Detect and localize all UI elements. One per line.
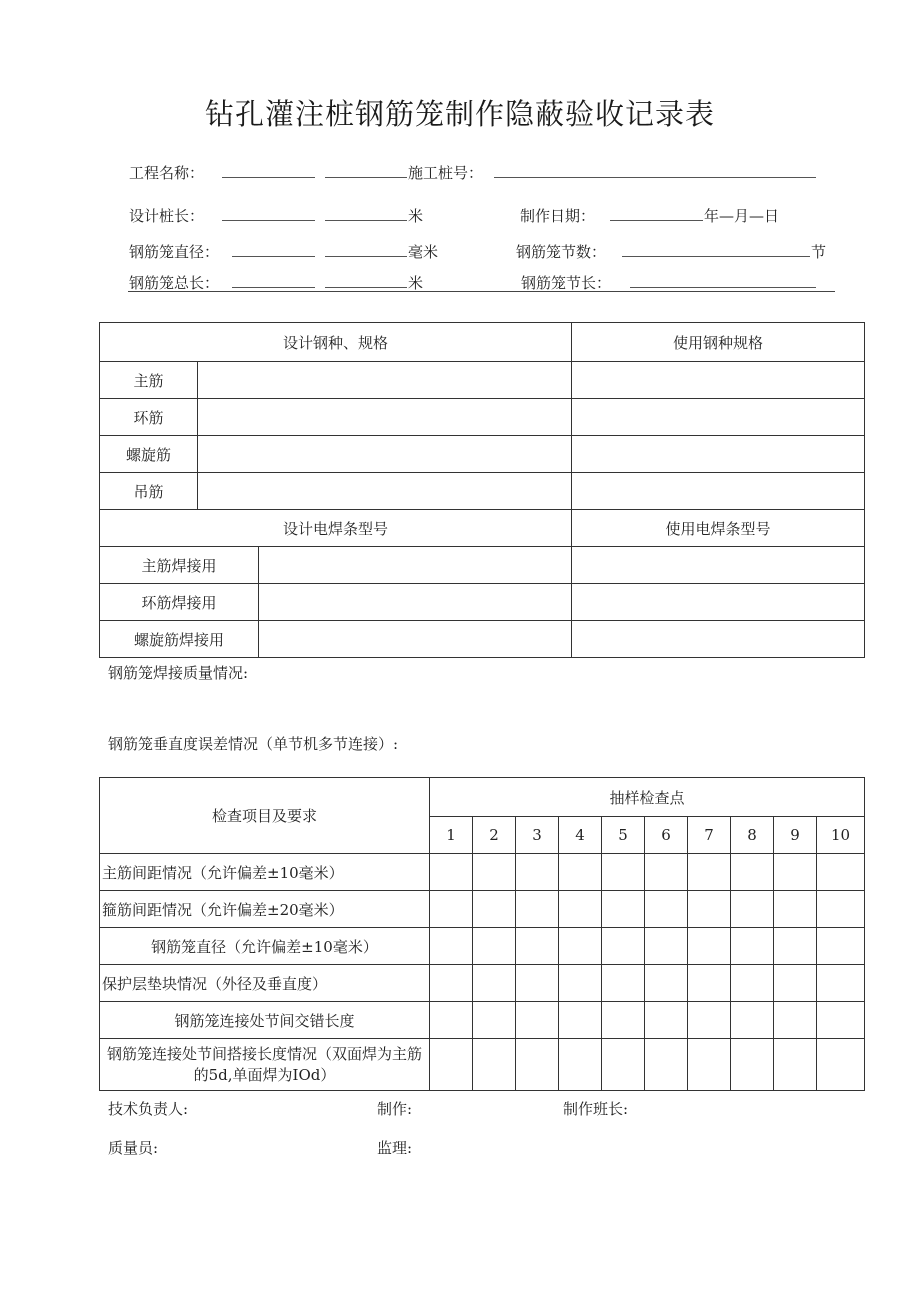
check-item-label: 主筋间距情况（允许偏差±10毫米） [100,854,430,891]
check-cell[interactable] [430,854,473,891]
tech-lead-label: 技术负责人: [108,1100,189,1118]
check-cell[interactable] [559,965,602,1002]
cage-total-length-blank-1[interactable] [232,287,315,288]
check-row [100,965,865,1002]
check-cell[interactable] [731,928,774,965]
sample-point-number: 3 [516,817,559,854]
spec-row [100,399,865,436]
check-cell[interactable] [430,891,473,928]
cage-diameter-unit: 毫米 [408,243,439,261]
check-cell[interactable] [559,891,602,928]
check-row [100,1002,865,1039]
check-cell[interactable] [602,965,645,1002]
verticality-label: 钢筋笼垂直度误差情况（单节机多节连接）: [108,735,399,753]
weld-row-label: 主筋焊接用 [100,547,259,584]
sample-point-number: 9 [774,817,817,854]
design-spec-cell[interactable] [198,436,572,473]
check-cell[interactable] [731,891,774,928]
check-item-label: 钢筋笼连接处节间交错长度 [100,1002,430,1039]
check-cell[interactable] [516,891,559,928]
check-cell[interactable] [430,928,473,965]
check-cell[interactable] [688,854,731,891]
cage-total-length-label: 钢筋笼总长： [129,274,220,292]
section-count-blank[interactable] [622,256,810,257]
spec-row-label: 吊筋 [100,473,198,510]
spec-row [100,362,865,399]
check-cell[interactable] [817,928,865,965]
form-title: 钻孔灌注桩钢筋笼制作隐蔽验收记录表 [204,97,715,131]
design-weld-cell[interactable] [259,621,572,658]
check-cell[interactable] [516,854,559,891]
make-date-label: 制作日期： [520,207,596,225]
used-weld-header: 使用电焊条型号 [572,510,865,547]
check-row [100,891,865,928]
used-spec-cell[interactable] [572,436,865,473]
make-date-suffix: 年—月—日 [704,207,780,225]
check-cell[interactable] [731,1002,774,1039]
check-cell[interactable] [731,854,774,891]
check-item-label: 箍筋间距情况（允许偏差±20毫米） [100,891,430,928]
design-spec-cell[interactable] [198,399,572,436]
design-spec-cell[interactable] [198,473,572,510]
design-length-unit: 米 [408,207,424,225]
check-item-header: 检查项目及要求 [100,778,430,854]
check-table [99,777,865,1091]
cage-diameter-label: 钢筋笼直径： [129,243,220,261]
check-cell[interactable] [774,965,817,1002]
check-item-label: 保护层垫块情况（外径及垂直度） [100,965,430,1002]
sample-point-number: 5 [602,817,645,854]
header-rule [128,291,835,292]
check-cell[interactable] [516,928,559,965]
check-row [100,1039,865,1091]
check-cell[interactable] [688,891,731,928]
weld-row [100,621,865,658]
pile-no-blank[interactable] [494,177,816,178]
spec-table [99,322,865,658]
check-cell[interactable] [516,1002,559,1039]
check-cell[interactable] [817,1039,865,1091]
check-cell[interactable] [731,1039,774,1091]
used-spec-cell[interactable] [572,399,865,436]
check-cell[interactable] [817,1002,865,1039]
design-spec-cell[interactable] [198,362,572,399]
weld-row [100,547,865,584]
check-cell[interactable] [559,854,602,891]
project-name-label: 工程名称： [129,164,205,182]
used-spec-cell[interactable] [572,362,865,399]
cage-total-length-unit: 米 [408,274,424,292]
check-cell[interactable] [559,1002,602,1039]
design-length-label: 设计桩长： [129,207,205,225]
check-cell[interactable] [688,1039,731,1091]
check-cell[interactable] [602,928,645,965]
sample-point-number: 4 [559,817,602,854]
weld-row-label: 螺旋筋焊接用 [100,621,259,658]
section-length-label: 钢筋笼节长： [521,274,612,292]
sample-point-number: 1 [430,817,473,854]
check-cell[interactable] [645,891,688,928]
used-weld-cell[interactable] [572,584,865,621]
make-date-blank[interactable] [610,220,703,221]
check-row [100,928,865,965]
check-cell[interactable] [602,891,645,928]
check-header-row [100,778,865,817]
check-cell[interactable] [645,854,688,891]
check-cell[interactable] [559,928,602,965]
check-cell[interactable] [645,1039,688,1091]
sample-point-number: 2 [473,817,516,854]
check-cell[interactable] [430,1002,473,1039]
check-cell[interactable] [473,928,516,965]
check-cell[interactable] [473,965,516,1002]
check-cell[interactable] [774,1039,817,1091]
check-cell[interactable] [688,928,731,965]
used-weld-cell[interactable] [572,621,865,658]
check-cell[interactable] [774,891,817,928]
design-weld-cell[interactable] [259,547,572,584]
used-spec-header: 使用钢种规格 [572,323,865,362]
design-length-blank-2[interactable] [325,220,407,221]
check-cell[interactable] [473,854,516,891]
check-cell[interactable] [774,928,817,965]
cage-diameter-blank-1[interactable] [232,256,315,257]
check-cell[interactable] [688,965,731,1002]
check-cell[interactable] [731,965,774,1002]
section-length-blank[interactable] [630,287,816,288]
check-cell[interactable] [688,1002,731,1039]
sample-point-number: 10 [817,817,865,854]
check-cell[interactable] [817,891,865,928]
weld-quality-label: 钢筋笼焊接质量情况: [108,664,249,682]
check-cell[interactable] [645,965,688,1002]
check-cell[interactable] [602,1039,645,1091]
check-cell[interactable] [602,1002,645,1039]
check-cell[interactable] [645,1002,688,1039]
cage-total-length-blank-2[interactable] [325,287,407,288]
check-cell[interactable] [473,891,516,928]
project-name-blank-2[interactable] [325,177,407,178]
spec-row [100,473,865,510]
check-cell[interactable] [559,1039,602,1091]
section-count-label: 钢筋笼节数： [516,243,607,261]
check-cell[interactable] [774,854,817,891]
check-cell[interactable] [430,1039,473,1091]
supervisor-label: 监理: [377,1139,413,1157]
check-cell[interactable] [817,854,865,891]
weld-row [100,584,865,621]
check-cell[interactable] [817,965,865,1002]
section-count-unit: 节 [811,243,827,261]
check-row [100,854,865,891]
used-weld-cell[interactable] [572,547,865,584]
spec-header-row [100,323,865,362]
used-spec-cell[interactable] [572,473,865,510]
design-weld-cell[interactable] [259,584,572,621]
spec-row-label: 主筋 [100,362,198,399]
spec-row-label: 环筋 [100,399,198,436]
spec-row [100,436,865,473]
sample-point-number: 7 [688,817,731,854]
check-cell[interactable] [473,1002,516,1039]
check-cell[interactable] [774,1002,817,1039]
check-item-label: 钢筋笼直径（允许偏差±10毫米） [100,928,430,965]
check-cell[interactable] [516,965,559,1002]
check-cell[interactable] [645,928,688,965]
project-name-blank-1[interactable] [222,177,315,178]
team-lead-label: 制作班长: [563,1100,629,1118]
weld-row-label: 环筋焊接用 [100,584,259,621]
weld-header-row [100,510,865,547]
cage-diameter-blank-2[interactable] [325,256,407,257]
sample-points-header: 抽样检查点 [430,778,865,817]
design-length-blank-1[interactable] [222,220,315,221]
sample-point-number: 8 [731,817,774,854]
qc-label: 质量员: [108,1139,159,1157]
check-cell[interactable] [602,854,645,891]
check-item-label: 钢筋笼连接处节间搭接长度情况（双面焊为主筋的5d,单面焊为IOd） [100,1039,430,1091]
check-cell[interactable] [516,1039,559,1091]
pile-no-label: 施工桩号： [408,164,484,182]
design-spec-header: 设计钢种、规格 [100,323,572,362]
sample-point-number: 6 [645,817,688,854]
check-cell[interactable] [430,965,473,1002]
design-weld-header: 设计电焊条型号 [100,510,572,547]
spec-row-label: 螺旋筋 [100,436,198,473]
check-cell[interactable] [473,1039,516,1091]
maker-label: 制作: [377,1100,413,1118]
